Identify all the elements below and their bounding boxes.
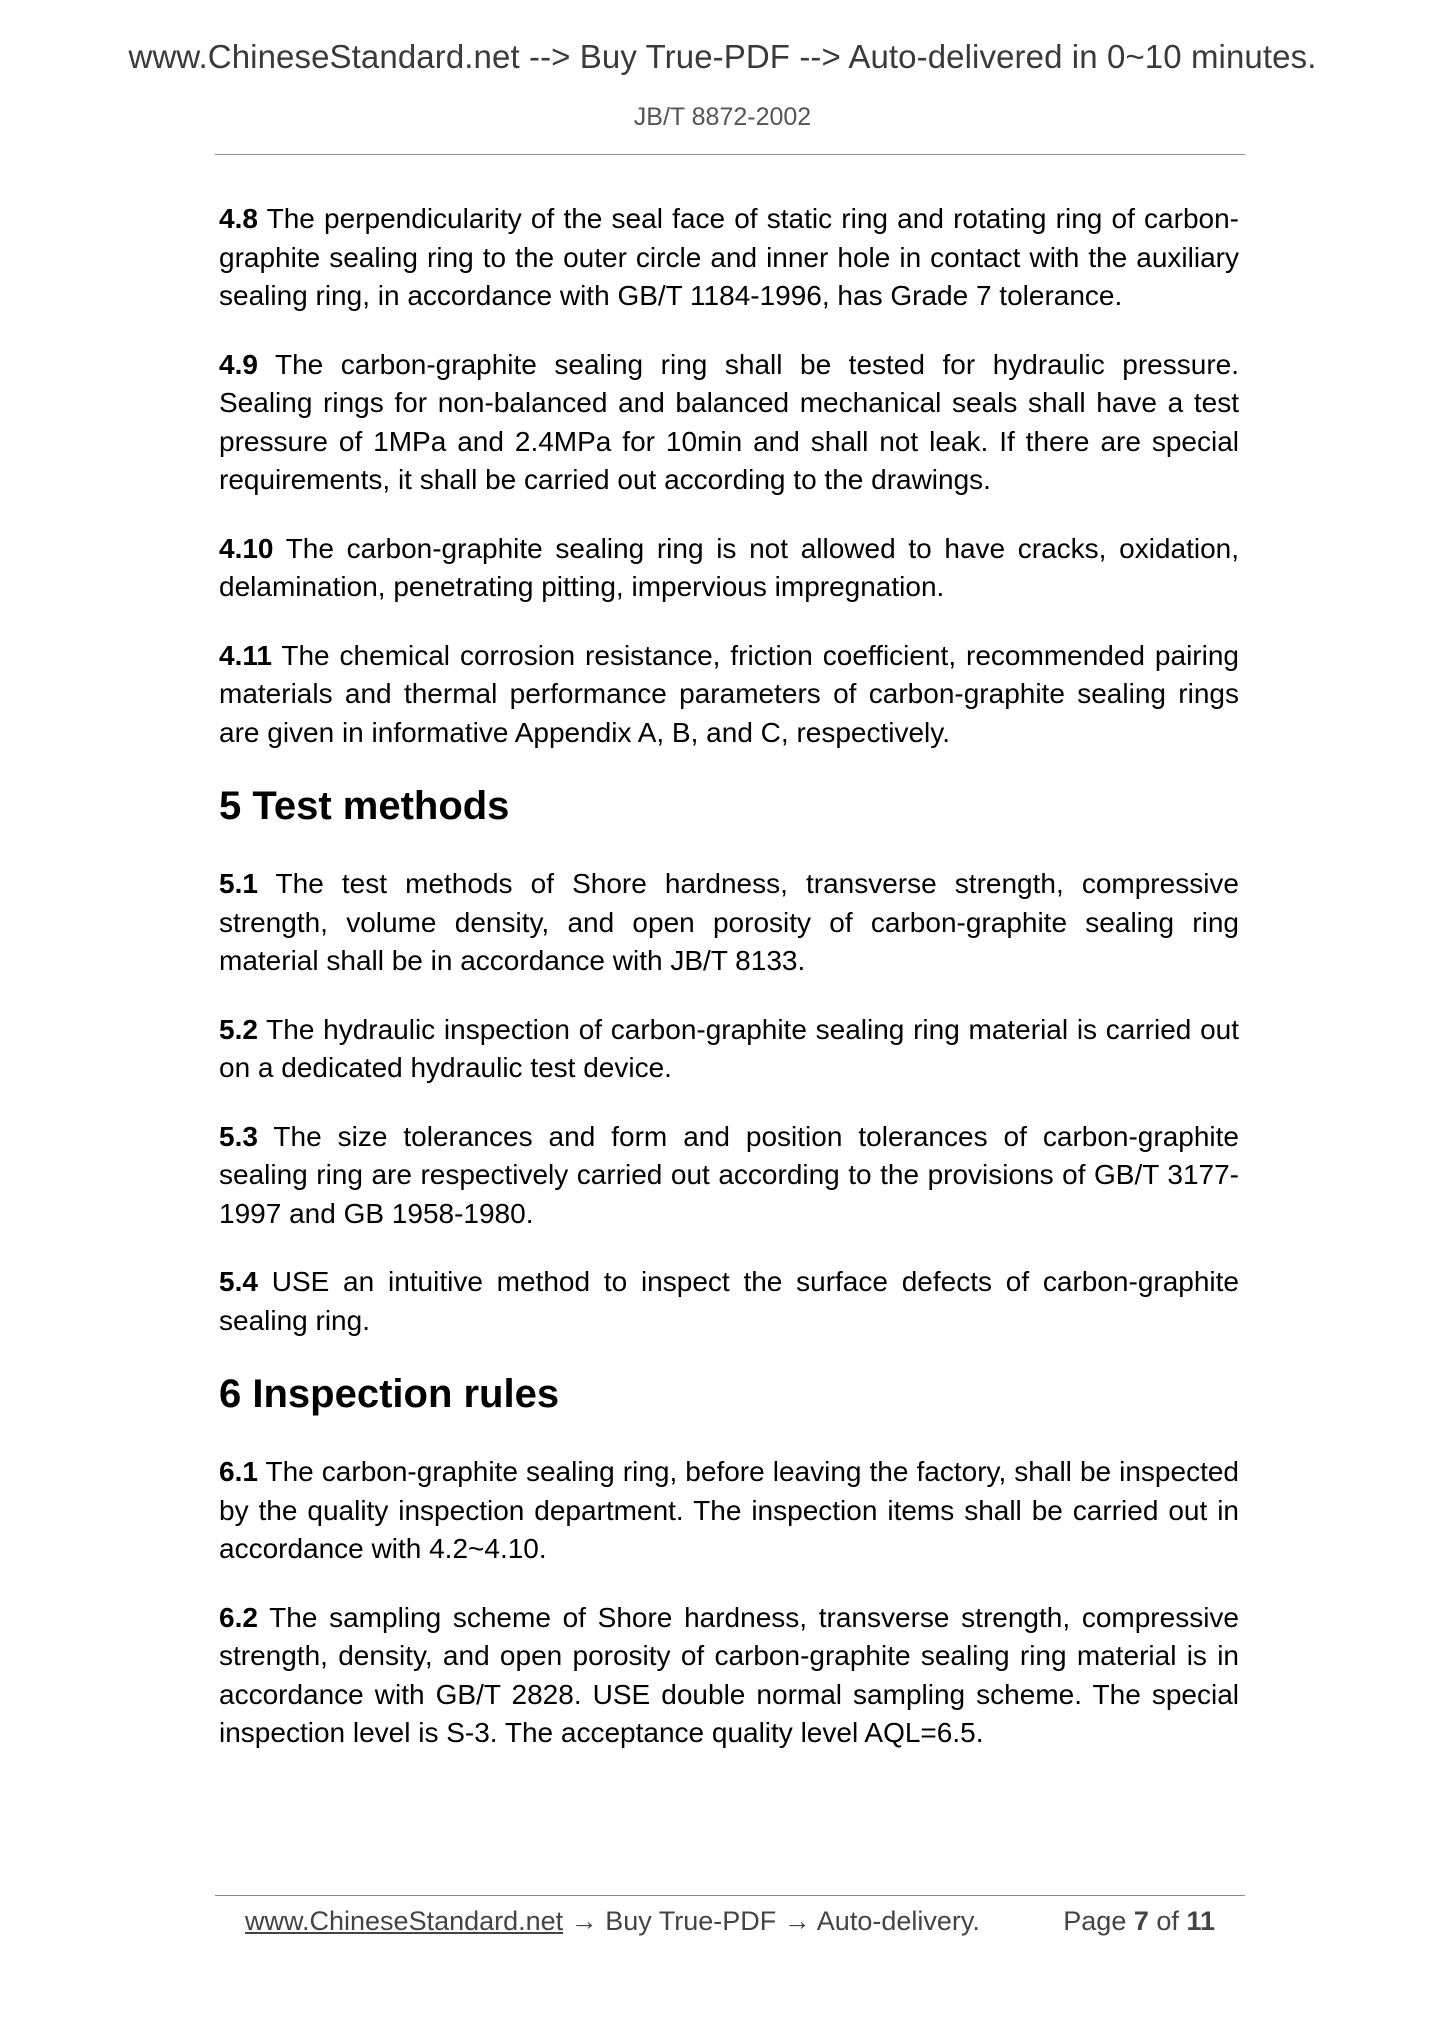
clause-4-8 (219, 200, 1239, 316)
clause-5-4 (219, 1263, 1239, 1340)
clause-number: 5.4 (219, 1266, 258, 1297)
footer-auto-text: Auto-delivery. (816, 1906, 980, 1936)
clause-text: The chemical corrosion resistance, friction coefficient, recommended pairing materials and thermal performance parameters of carbon-graphite sealing rings are given in informative Appendix A, B, and C, respectively. (219, 639, 1239, 748)
clause-5-2 (219, 1011, 1239, 1088)
page-label: Page (1063, 1906, 1127, 1936)
clause-text: The test methods of Shore hardness, transverse strength, compressive strength, volume density, and open porosity of carbon-graphite sealing ring material shall be in accordance with JB/T 8133. (219, 868, 1239, 976)
arrow-right-icon: → (570, 1906, 598, 1936)
clause-text: The carbon-graphite sealing ring is not allowed to have cracks, oxidation, delamination, penetrating pitting, impervious impregnation. (219, 532, 1239, 602)
clause-5-1 (219, 865, 1239, 981)
footer-site-link[interactable]: www.ChineseStandard.net (245, 1906, 564, 1936)
clause-number: 4.9 (219, 348, 258, 380)
clause-text: The carbon-graphite sealing ring, before leaving the factory, shall be inspected by the quality inspection department. The inspection items shall be carried out in accordance with 4.2~4.10. (219, 1456, 1240, 1564)
page-total: 11 (1186, 1906, 1215, 1936)
clause-4-10 (219, 530, 1239, 607)
clause-number: 5.2 (219, 1013, 258, 1045)
page-current: 7 (1133, 1906, 1149, 1936)
footer-buy-text: Buy True-PDF (605, 1906, 777, 1936)
site-banner: www.ChineseStandard.net --> Buy True-PDF --> Auto-delivered in 0~10 minutes. (128, 38, 1317, 75)
page-footer (245, 1903, 1215, 1939)
clause-text: The carbon-graphite sealing ring shall be tested for hydraulic pressure. Sealing rings for non-balanced and balanced mechanical seals shall have a test pressure of 1MPa and 2.4MPa for 10min and shall not leak. If there are special requirements, it shall be carried out according to the drawings. (219, 348, 1239, 495)
clause-text: The size tolerances and form and position tolerances of carbon-graphite sealing ring are respectively carried out according to the provisions of GB/T 3177-1997 and GB 1958-1980. (219, 1120, 1239, 1229)
clause-number: 4.11 (219, 639, 272, 671)
section-heading-5: 5 Test methods (219, 784, 510, 828)
of-label: of (1156, 1906, 1179, 1936)
clause-number: 6.2 (219, 1601, 258, 1633)
clause-number: 4.10 (219, 532, 274, 564)
clause-text: The perpendicularity of the seal face of static ring and rotating ring of carbon-graphite sealing ring to the outer circle and inner hole in contact with the auxiliary sealing ring, in accordance with GB/T 1184-1996, has Grade 7 tolerance. (219, 203, 1239, 311)
clause-4-11 (219, 637, 1239, 753)
footer-divider (215, 1895, 1245, 1896)
clause-5-3 (219, 1118, 1239, 1234)
clause-6-2 (219, 1599, 1239, 1753)
arrow-right-icon: → (783, 1906, 811, 1936)
clause-number: 5.3 (219, 1120, 258, 1152)
clause-4-9 (219, 346, 1239, 500)
header-divider (215, 154, 1245, 155)
clause-number: 4.8 (219, 203, 258, 234)
document-body (219, 200, 1239, 1783)
section-heading-6: 6 Inspection rules (219, 1372, 560, 1416)
clause-6-1 (219, 1453, 1239, 1569)
clause-number: 6.1 (219, 1456, 258, 1487)
clause-text: The sampling scheme of Shore hardness, transverse strength, compressive strength, density, and open porosity of carbon-graphite sealing ring material is in accordance with GB/T 2828. USE double normal sampling scheme. The special inspection level is S-3. The acceptance quality level AQL=6.5. (219, 1601, 1239, 1748)
standard-code: JB/T 8872-2002 (633, 103, 812, 131)
clause-text: The hydraulic inspection of carbon-graphite sealing ring material is carried out on a dedicated hydraulic test device. (219, 1013, 1239, 1083)
clause-number: 5.1 (219, 868, 258, 899)
clause-text: USE an intuitive method to inspect the surface defects of carbon-graphite sealing ring. (219, 1266, 1240, 1336)
page-indicator (1063, 1903, 1215, 1939)
